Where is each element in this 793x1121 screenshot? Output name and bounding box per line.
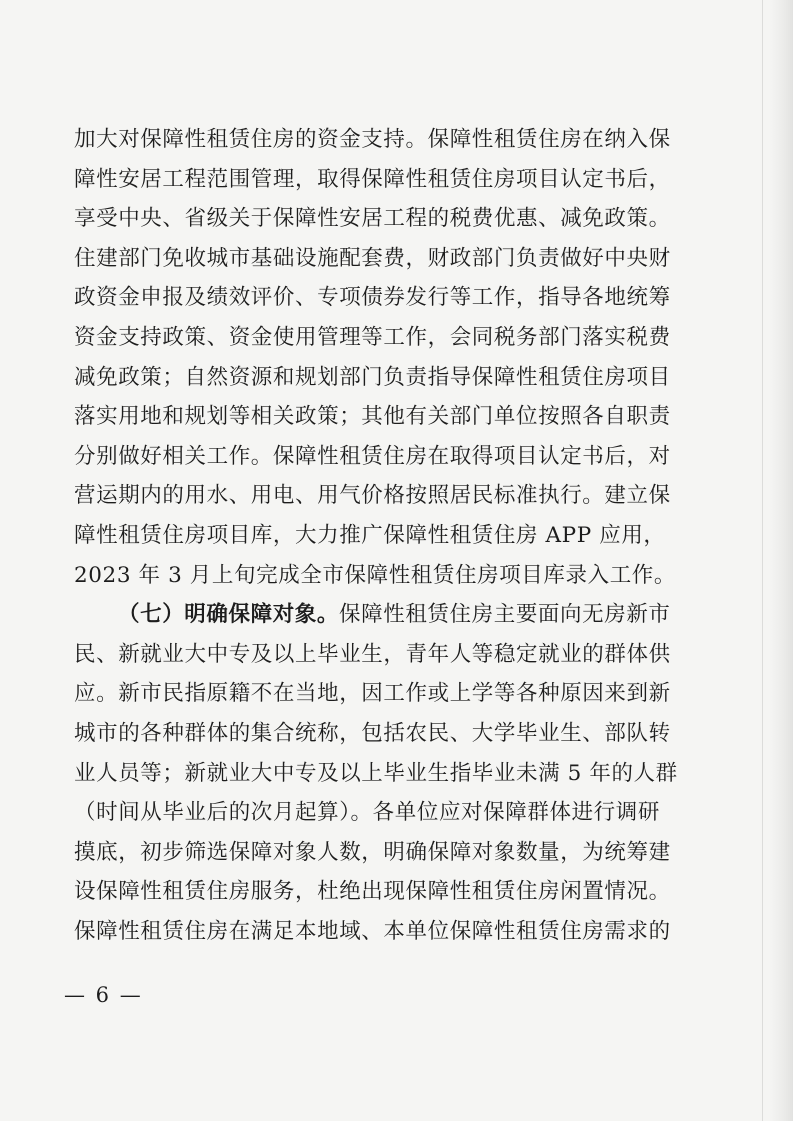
text-line: 城市的各种群体的集合统称，包括农民、大学毕业生、部队转 <box>74 720 671 746</box>
section-heading: （七）明确保障对象。 <box>118 602 340 628</box>
heading-line-rest: 保障性租赁住房主要面向无房新市 <box>339 602 671 628</box>
text-line: 政资金申报及绩效评价、专项债券发行等工作，指导各地统筹 <box>74 285 671 311</box>
text-line: 障性安居工程范围管理，取得保障性租赁住房项目认定书后， <box>74 166 671 192</box>
text-line: 住建部门免收城市基础设施配套费，财政部门负责做好中央财 <box>74 245 671 271</box>
text-line: 营运期内的用水、用电、用气价格按照居民标准执行。建立保 <box>74 483 671 509</box>
text-line: 摸底，初步筛选保障对象人数，明确保障对象数量，为统筹建 <box>74 839 671 865</box>
text-line: 分别做好相关工作。保障性租赁住房在取得项目认定书后，对 <box>74 443 671 469</box>
paragraph-target-groups <box>74 595 724 951</box>
text-line: 业人员等；新就业大中专及以上毕业生指毕业未满 5 年的人群 <box>74 760 678 786</box>
page-number: — 6 — <box>64 983 143 1007</box>
text-line: 应。新市民指原籍不在当地，因工作或上学等各种原因来到新 <box>74 681 671 707</box>
scan-edge-line <box>762 0 763 1121</box>
text-line: （时间从毕业后的次月起算）。各单位应对保障群体进行调研 <box>74 800 660 826</box>
scan-shadow <box>769 0 793 1121</box>
text-line-first <box>74 595 724 635</box>
paragraph-funding-support <box>74 120 724 595</box>
text-line: 享受中央、省级关于保障性安居工程的税费优惠、减免政策。 <box>74 206 671 232</box>
text-line: 障性租赁住房项目库，大力推广保障性租赁住房 APP 应用， <box>74 522 666 548</box>
text-line: 保障性租赁住房在满足本地域、本单位保障性租赁住房需求的 <box>74 918 671 944</box>
text-line: 2023 年 3 月上旬完成全市保障性租赁住房项目库录入工作。 <box>74 562 676 588</box>
text-line: 加大对保障性租赁住房的资金支持。保障性租赁住房在纳入保 <box>74 127 671 152</box>
text-line: 设保障性租赁住房服务，杜绝出现保障性租赁住房闲置情况。 <box>74 879 671 905</box>
text-line: 落实用地和规划等相关政策；其他有关部门单位按照各自职责 <box>74 404 671 430</box>
text-line: 资金支持政策、资金使用管理等工作，会同税务部门落实税费 <box>74 324 671 350</box>
text-line: 民、新就业大中专及以上毕业生，青年人等稳定就业的群体供 <box>74 641 671 667</box>
document-body <box>74 120 724 951</box>
text-line: 减免政策；自然资源和规划部门负责指导保障性租赁住房项目 <box>74 364 671 390</box>
